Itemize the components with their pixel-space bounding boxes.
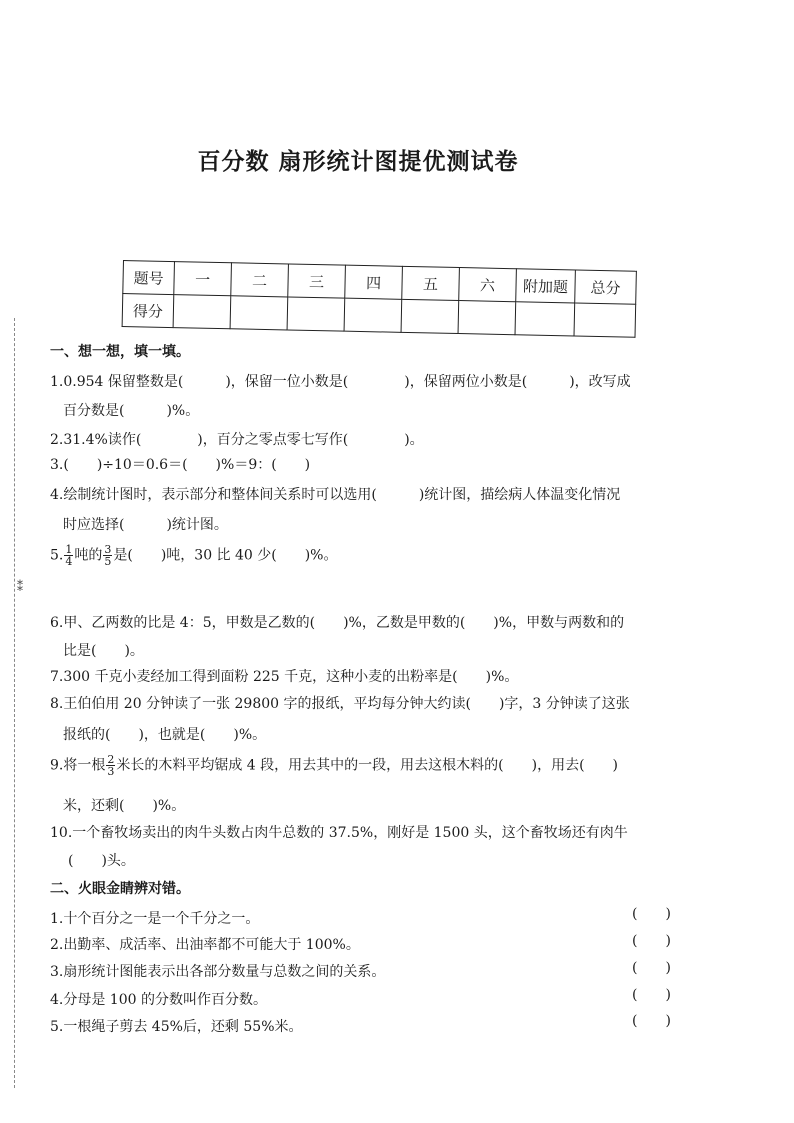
q5 (50, 544, 338, 567)
score-cell[interactable] (515, 302, 575, 336)
score-row-label: 得分 (122, 294, 174, 328)
q8-line1: 8.王伯伯用 20 分钟读了一张 29800 字的报纸，平均每分钟大约读( )字，3 分钟读了这张 (50, 696, 630, 712)
tf-item-2: 2.出勤率、成活率、出油率都不可能大于 100%。 (50, 937, 360, 953)
answer-blank[interactable]: ( ) (632, 933, 671, 949)
q9-line1 (50, 754, 618, 777)
score-cell[interactable] (344, 298, 402, 332)
score-table (122, 260, 637, 338)
q10-line2: ( )头。 (68, 853, 135, 869)
q1-line1: 1.0.954 保留整数是( )，保留一位小数是( )，保留两位小数是( )，改写成 (50, 374, 631, 390)
answer-blank[interactable]: ( ) (632, 960, 671, 976)
score-header-cell: 附加题 (516, 269, 576, 303)
score-header-cell: 五 (402, 266, 460, 300)
q9-line2: 米，还剩( )%。 (63, 798, 186, 814)
score-cell[interactable] (287, 297, 345, 331)
q10-line1: 10.一个畜牧场卖出的肉牛头数占肉牛总数的 37.5%，刚好是 1500 头，这个畜牧场还有肉牛 (50, 825, 628, 841)
answer-blank[interactable]: ( ) (632, 987, 671, 1003)
score-cell[interactable] (458, 301, 516, 335)
q5-rest: 是( )吨，30 比 40 少( )%。 (113, 547, 338, 564)
page-title: 百分数 扇形统计图提优测试卷 (197, 149, 519, 175)
answer-blank[interactable]: ( ) (632, 1013, 671, 1029)
score-header-cell: 总分 (575, 270, 637, 304)
tf-item-5: 5.一根绳子剪去 45%后，还剩 55%米。 (50, 1019, 303, 1035)
q1-line2: 百分数是( )%。 (63, 403, 200, 419)
q7: 7.300 千克小麦经加工得到面粉 225 千克，这种小麦的出粉率是( )%。 (50, 669, 519, 685)
section1-heading: 一、想一想，填一填。 (50, 344, 190, 360)
score-header-cell: 三 (288, 264, 346, 298)
q4-line1: 4.绘制统计图时，表示部分和整体间关系时可以选用( )统计图，描绘病人体温变化情况 (50, 487, 621, 503)
score-cell[interactable] (574, 303, 636, 337)
score-header-cell: 二 (231, 263, 289, 297)
score-cell[interactable] (401, 299, 459, 333)
q9-prefix: 9.将一根 (50, 757, 106, 774)
score-cell[interactable] (173, 295, 231, 329)
score-cell[interactable] (230, 296, 288, 330)
binding-margin-line (14, 318, 16, 1088)
tf-item-3: 3.扇形统计图能表示出各部分数量与总数之间的关系。 (50, 964, 386, 980)
q2: 2.31.4%读作( )，百分之零点零七写作( )。 (50, 432, 424, 448)
q4-line2: 时应选择( )统计图。 (63, 517, 228, 533)
score-header-cell: 题号 (123, 261, 175, 295)
q8-line2: 报纸的( )，也就是( )%。 (63, 727, 267, 743)
fraction-three-fifths: $\frac{3}{5}$ (104, 543, 112, 568)
score-header-cell: 四 (345, 265, 403, 299)
score-header-cell: 六 (459, 268, 517, 302)
q3: 3.( )÷10＝0.6＝( )%＝9：( ) (50, 457, 311, 473)
q5-mid: 吨的 (74, 547, 103, 564)
binding-mark: ⁑ (17, 580, 23, 594)
tf-item-1: 1.十个百分之一是一个千分之一。 (50, 911, 260, 927)
q9-rest: 米长的木料平均锯成 4 段，用去其中的一段，用去这根木料的( )，用去( ) (116, 757, 619, 774)
q5-prefix: 5. (50, 547, 64, 564)
answer-blank[interactable]: ( ) (632, 906, 671, 922)
q6-line1: 6.甲、乙两数的比是 4：5，甲数是乙数的( )%，乙数是甲数的( )%，甲数与两数和的 (50, 615, 625, 631)
q6-line2: 比是( )。 (63, 643, 144, 659)
score-header-cell: 一 (174, 262, 232, 296)
section2-heading: 二、火眼金睛辨对错。 (50, 881, 190, 897)
tf-item-4: 4.分母是 100 的分数叫作百分数。 (50, 992, 267, 1008)
fraction-one-quarter: $\frac{1}{4}$ (65, 543, 73, 568)
fraction-two-thirds: $\frac{2}{3}$ (107, 753, 115, 778)
